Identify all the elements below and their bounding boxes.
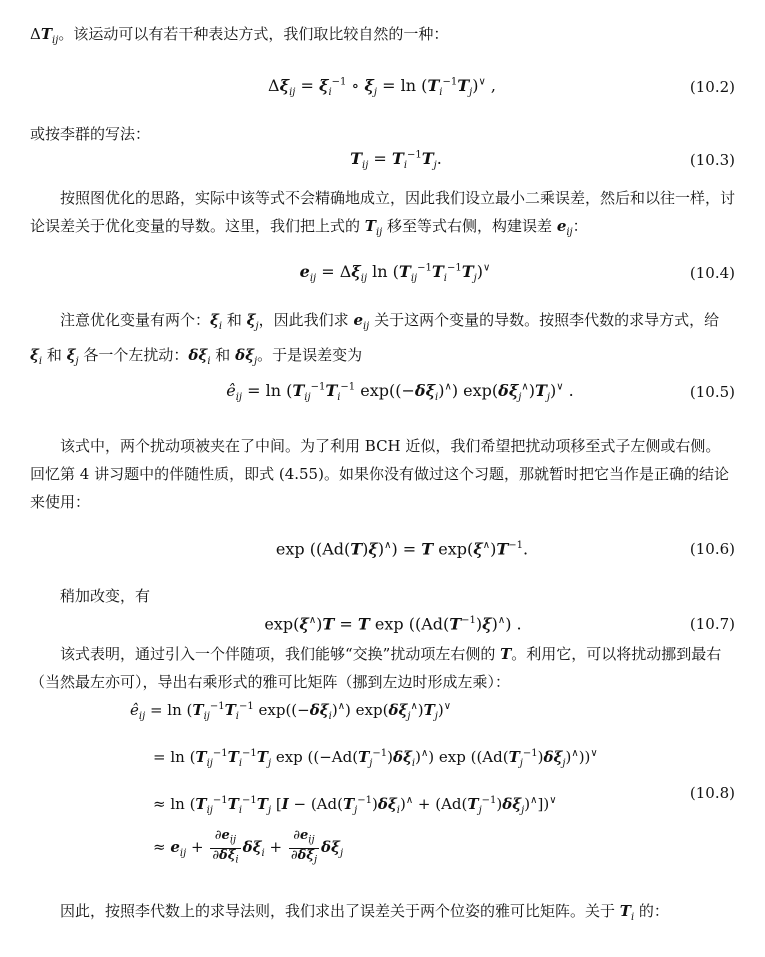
paragraph-lie-group: 或按李群的写法： bbox=[30, 125, 151, 143]
equation-body: exp ((Ad(T)ξ)∧) = T $\exp(\xi^\wedge)T^{-1}$. bbox=[275, 539, 529, 559]
equation-body: $ê_{ij} = \ln (T_{ij}^{-1}T_i^{-1}$ $\exp((-\delta\xi_i)^\wedge)$ $\exp(\delta\xi_j^\wedge)T_j)^\vee$ . bbox=[226, 380, 574, 404]
equation-10-2 bbox=[0, 70, 765, 104]
equation-body: exp(ξ∧)T = T $\exp ((Ad(T^{-1})\xi)^\wedge)$ . bbox=[264, 614, 522, 634]
equation-number: (10.3) bbox=[689, 151, 735, 169]
equation-line-1: $ê_{ij} = \ln (T_{ij}^{-1}T_i^{-1}$ $\exp((-\delta\xi_i)^\wedge)$ $\exp(\delta\xi_j^\wedge)T_j)^\vee$ bbox=[130, 701, 452, 722]
paragraph-bch: 该式中，两个扰动项被夹在了中间。为了利用 BCH 近似，我们希望把扰动项移至式子左侧或右侧。回忆第 4 讲习题中的伴随性质，即式 (4.55)。如果你没有做过这个习题，那就暂时把它当作是正确的结论来使用： bbox=[30, 437, 729, 511]
equation-10-8 bbox=[130, 688, 660, 872]
equation-10-5 bbox=[0, 375, 765, 409]
paragraph-modify: 稍加改变，有 bbox=[60, 587, 151, 605]
equation-line-4: ≈ $e_{ij}$ + $\frac{\partial e_{ij}}{\partial\delta\xi_i}$ $\delta\xi_i$ + $\frac{\partial e_{ij}}{\partial\delta\xi_j}$ $\delta\xi_j$ bbox=[153, 828, 344, 866]
paragraph-intro: $\Delta T_{ij}$。该运动可以有若干种表达方式，我们取比较自然的一种： bbox=[30, 25, 449, 46]
equation-line-2: = $\ln (T_{ij}^{-1}T_i^{-1}T_j$ $\exp ((-Ad(T_j^{-1})\delta\xi_i)^\wedge)$ $\exp ((Ad(T_j^{-1})\delta\xi_j)^\wedge))^\vee$ bbox=[153, 748, 598, 769]
inline-math: $\Delta T_{ij}$ bbox=[30, 25, 59, 46]
equation-number: (10.4) bbox=[689, 264, 735, 282]
paragraph-perturbation: 注意优化变量有两个：$\xi_i$ 和 $\xi_j$，因此我们求 $e_{ij}$ 关于这两个变量的导数。按照李代数的求导方式，给 $\xi_i$ 和 $\xi_j$ 各一个左扰动：$\delta\xi_i$ 和 $\delta\xi_j$。于是误差变为 bbox=[30, 311, 720, 367]
equation-number: (10.2) bbox=[689, 78, 735, 96]
equation-number: (10.7) bbox=[689, 615, 735, 633]
paragraph-least-squares: 按照图优化的思路，实际中该等式不会精确地成立，因此我们设立最小二乘误差，然后和以往一样，讨论误差关于优化变量的导数。这里，我们把上式的 $T_{ij}$ 移至等式右侧，构建误差 $e_{ij}$： bbox=[30, 189, 736, 238]
equation-number: (10.6) bbox=[689, 540, 735, 558]
paragraph-adjoint: 该式表明，通过引入一个伴随项，我们能够“交换”扰动项左右侧的 T。利用它，可以将扰动挪到最右（当然最左亦可），导出右乘形式的雅可比矩阵（挪到左边时形成左乘）： bbox=[30, 645, 722, 691]
equation-10-7 bbox=[0, 607, 765, 641]
equation-10-4 bbox=[0, 256, 765, 290]
equation-number: (10.8) bbox=[689, 784, 735, 802]
equation-body: $e_{ij} = \Delta\xi_{ij}$ $\ln (T_{ij}^{-1}T_i^{-1}T_j)^\vee$ bbox=[299, 261, 491, 285]
equation-10-3 bbox=[0, 143, 765, 177]
equation-number: (10.5) bbox=[689, 383, 735, 401]
equation-10-6 bbox=[0, 532, 765, 566]
equation-body: $\Delta\xi_{ij} = \xi_i^{-1}$ ∘ $\xi_j = \ln (T_i^{-1}T_j)^\vee$ , bbox=[268, 75, 496, 99]
paragraph-jacobian: 因此，按照李代数上的求导法则，我们求出了误差关于两个位姿的雅可比矩阵。关于 $T_i$ 的： bbox=[60, 902, 669, 923]
equation-line-3: ≈ $\ln (T_{ij}^{-1}T_i^{-1}T_j$ $[I - (Ad(T_j^{-1})\delta\xi_i)^\wedge + (Ad(T_j^{-1})\delta\xi_j)^\wedge])^\vee$ bbox=[153, 795, 557, 816]
equation-body: $T_{ij} = T_i^{-1}T_j$. bbox=[350, 148, 442, 172]
